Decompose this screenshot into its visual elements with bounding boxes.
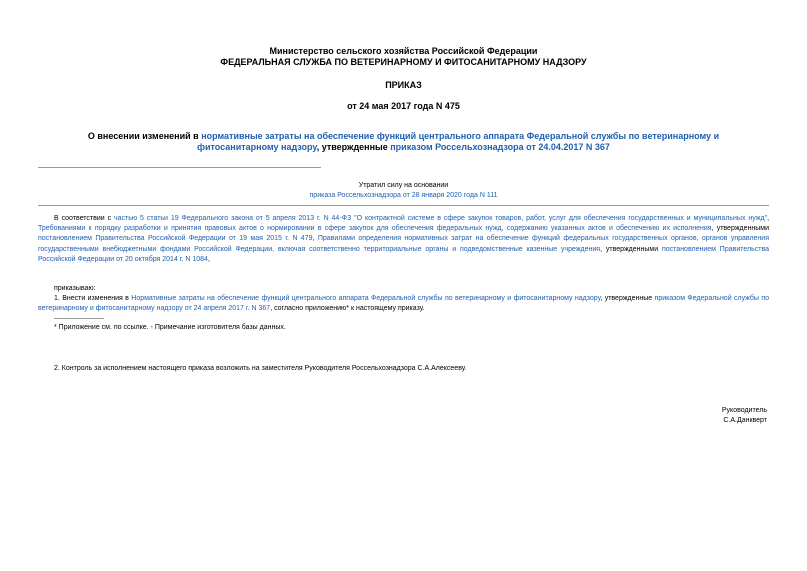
preamble-text-1: В соответствии с (54, 215, 114, 222)
footnote-paragraph (38, 323, 769, 333)
order-word-text: приказываю: (54, 285, 96, 292)
order-word (38, 284, 769, 294)
item1-text-2: , утвержденные (600, 295, 655, 302)
doc-date-number: от 24 мая 2017 года N 475 (347, 101, 460, 111)
preamble-link-requirements[interactable]: Требованиями к порядку разработки и принятия правовых актов о нормировании в сфере закупок для обеспечения федеральных нужд, содержанию указанных актов и обеспечению их исполнения (38, 225, 712, 233)
footnote-text: * Приложение см. по ссылке. - Примечание изготовителя базы данных. (54, 324, 286, 331)
preamble-paragraph (38, 214, 769, 265)
item2-text: 2. Контроль за исполнением настоящего приказа возложить на заместителя Руководителя Россельхознадзора С.А.Алексееву. (54, 365, 467, 372)
title-link-order-367[interactable]: приказом Россельхознадзора от 24.04.2017 N 367 (390, 142, 610, 152)
ministry-heading: Министерство сельского хозяйства Российской Федерации (269, 46, 538, 56)
preamble-link-44fz[interactable]: частью 5 статьи 19 Федерального закона от 5 апреля 2013 г. N 44-ФЗ "О контрактной системе в сфере закупок товаров, работ, услуг для обеспечения государственных и муниципальных нужд" (113, 215, 768, 222)
item1-link-normative-costs[interactable]: Нормативные затраты на обеспечение функций центрального аппарата Федеральной службы по ветеринарному и фитосанитарному надзору (131, 295, 601, 302)
title-text-2: , утвержденные (316, 142, 391, 152)
item1-text-3: , согласно приложению* к настоящему приказу. (270, 305, 425, 313)
preamble-link-decree-1084[interactable]: постановлением Правительства Российской Федерации от 20 октября 2014 г. N 1084 (38, 245, 769, 263)
status-line: Утратил силу на основании (358, 182, 449, 189)
status-link-wrap (40, 191, 767, 201)
divider-short (38, 167, 321, 168)
divider-full (38, 205, 769, 206)
item-1-paragraph (38, 294, 769, 314)
item1-link-order-367[interactable]: приказом Федеральной службы по ветеринарному и фитосанитарному надзору от 24 апреля 2017 г. N 367 (38, 295, 770, 313)
signature-name: С.А.Данкверт (723, 417, 767, 424)
status-link-order-111[interactable]: приказа Россельхознадзора от 28 января 2020 года N 111 (309, 192, 498, 199)
footnote-divider (54, 318, 104, 319)
preamble-text-5: , утвержденными (600, 245, 662, 253)
signature-position: Руководитель (721, 407, 767, 414)
title-text-1: О внесении изменений в (87, 131, 202, 141)
title-link-normative-costs[interactable]: нормативные затраты на обеспечение функций центрального аппарата Федеральной службы по ветеринарному и фитосанитарному надзору (197, 131, 720, 152)
preamble-text-2: , (767, 215, 770, 222)
service-heading: ФЕДЕРАЛЬНАЯ СЛУЖБА ПО ВЕТЕРИНАРНОМУ И ФИТОСАНИТАРНОМУ НАДЗОРУ (220, 57, 587, 67)
item1-text-1: 1. Внести изменения в (54, 295, 132, 302)
preamble-text-3: , утвержденными (711, 225, 769, 233)
preamble-link-rules[interactable]: Правилами определения нормативных затрат на обеспечение функций федеральных государственных органов, органов управления государственными внебюджетными фондами Российской Федерации, включая соответственно территориальные органы и подведомственные казенные учреждения (38, 235, 770, 253)
preamble-link-decree-479[interactable]: постановлением Правительства Российской Федерации от 19 мая 2015 г. N 479 (38, 235, 313, 243)
preamble-text-6: , (207, 255, 210, 263)
preamble-text-4: , (312, 235, 318, 243)
doc-type-heading: ПРИКАЗ (385, 80, 422, 90)
item-2-paragraph (38, 364, 769, 374)
document-title (60, 131, 747, 153)
